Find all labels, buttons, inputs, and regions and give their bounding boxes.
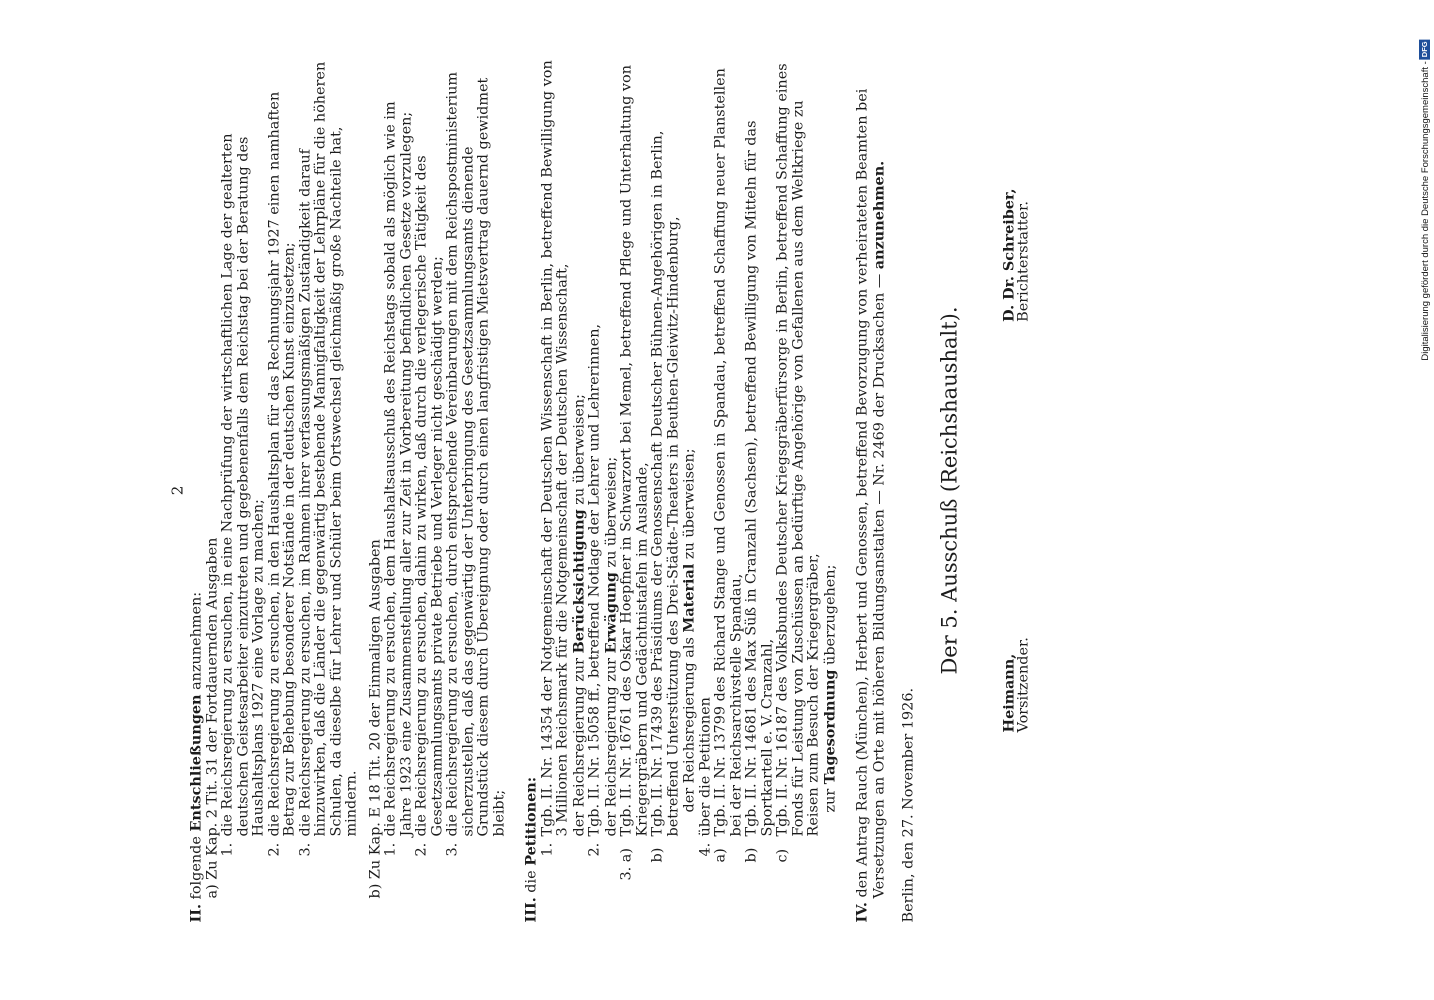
item-number: 2.	[413, 842, 430, 856]
item-text: Tgb. II. Nr. 14681 des Max Süß in Cranzahl (Sachsen), betreffend Bewilligung von Mitteln für das Sportkartell e. V. Cranzahl,	[743, 120, 775, 836]
item-text: Tgb. II. Nr. 17439 des Präsidiums der Genossenschaft Deutscher Bühnen-Angehörigen in Berlin, betreffend Unterstützung des Drei-Städte-Theaters in Beuthen-Gleiwitz-Hindenburg,	[649, 130, 681, 836]
section-ii-lead-text: folgende	[188, 835, 205, 899]
signature-name: Heimann,	[1000, 653, 1017, 732]
section-iv	[855, 58, 888, 922]
section-ii-a-label: a) Zu Kap. 2 Tit. 31 der Fortdauernden Ausgaben	[204, 537, 220, 898]
signature-role: Vorsitzender.	[1015, 636, 1032, 732]
item-number: c)	[774, 848, 791, 862]
item-number: b)	[649, 847, 666, 862]
petition-4b	[745, 58, 776, 922]
item-text: die Reichsregierung zu ersuchen, dahin zu wirken, daß durch die verlegerische Tätigkeit des Gesetzsammlungsamts private Betriebe und Verleger nicht geschädigt werden;	[413, 154, 445, 836]
petition-2	[588, 58, 604, 922]
signature-chair	[1001, 637, 1032, 732]
document-page	[135, 20, 1300, 980]
petition-4	[698, 58, 714, 922]
section-ii-b-item	[415, 58, 446, 922]
section-ii-b-item	[384, 58, 415, 922]
item-text: Tgb. II. Nr. 15058 ff., betreffend Notlage der Lehrer und Lehrerinnen,	[586, 323, 603, 836]
section-iii-lead-text: die	[523, 869, 540, 893]
section-ii-lead	[189, 58, 206, 922]
petition-3-disposition	[682, 58, 699, 922]
item-number: 2.	[586, 842, 603, 856]
disposition-bold: Tagesordnung	[821, 669, 838, 784]
section-ii-a-item	[298, 58, 360, 922]
section-ii-a-item	[267, 58, 298, 922]
disposition-post: zu überweisen;	[571, 393, 587, 505]
disposition-pre: der Reichsregierung zur	[571, 657, 587, 836]
signatures	[1001, 58, 1032, 922]
section-iii-lead-bold: Petitionen:	[522, 776, 540, 866]
item-text: die Reichsregierung zu ersuchen, in eine Nachprüfung der wirtschaftlichen Lage der gealterten deutschen Geistesarbeiter einzutreten und gegebenenfalls dem Reichstag bei der Beratung des Haushaltsplans 1927 eine Vorlage zu machen;	[219, 133, 267, 836]
disposition-bold: Material	[680, 563, 698, 633]
section-ii-lead-bold: Entschließungen	[187, 693, 205, 832]
item-number: a)	[712, 847, 729, 862]
petition-3a	[620, 58, 651, 922]
item-text: die Reichsregierung zu ersuchen, durch entsprechende Vereinbarungen mit dem Reichspostministerium sicherzustellen, daß das gegenwärtig der Unterbringung des Gesetzsammlungsamts dienende Grundstück diesem durch Übereignung oder durch einen langfristigen Mietsvertrag dauernd gewidmet bleibt;	[444, 71, 507, 836]
section-ii-b-label: b) Zu Kap. E 18 Tit. 20 der Einmaligen Ausgaben	[367, 538, 383, 898]
item-number: 3.	[444, 842, 461, 856]
petition-3b	[651, 58, 682, 922]
petition-1-disposition	[571, 58, 588, 922]
item-text: Tgb. II. Nr. 16187 des Volksbundes Deutscher Kriegsgräberfürsorge in Berlin, betreffend Schaffung eines Fonds für Leistung von Zuschüssen an bedürftige Angehörige von Gefallenen aus dem Weltkriege zu Reisen zum Besuch der Kriegergräber,	[774, 62, 822, 836]
disposition-post: zu überweisen;	[681, 447, 698, 559]
section-iii-lead	[524, 58, 541, 922]
petition-2-disposition	[603, 58, 620, 922]
disposition-post: zu überweisen;	[603, 456, 619, 567]
petition-4-disposition	[822, 58, 839, 922]
petition-4c	[776, 58, 823, 922]
signature-rapporteur	[1001, 188, 1032, 321]
item-number: 1.	[382, 842, 399, 856]
item-text: über die Petitionen	[697, 696, 713, 836]
section-ii-a-item	[221, 58, 268, 922]
signature-role: Berichterstatter.	[1015, 200, 1032, 322]
item-number: b)	[743, 847, 760, 862]
credit-text: Digitalisierung gefördert durch die Deutsche Forschungsgemeinschaft -	[1420, 61, 1431, 361]
disposition-bold: Erwägung	[602, 571, 619, 653]
section-ii-lead-tail: anzunehmen:	[188, 591, 205, 690]
item-text: die Reichsregierung zu ersuchen, im Rahmen ihrer verfassungsmäßigen Zuständigkeit darauf hinzuwirken, daß die Länder die gegenwärtig bestehende Mannigfaltigkeit der Lehrpläne für die höheren Schulen, da dieselbe für Lehrer und Schüler beim Ortswechsel gleichmäßig große Nachteile hat, mindern.	[297, 61, 360, 836]
disposition-pre: der Reichsregierung zur	[603, 657, 619, 836]
signature-name: D. Dr. Schreiber,	[1000, 188, 1017, 322]
item-text: Tgb. II. Nr. 14354 der Notgemeinschaft der Deutschen Wissenschaft in Berlin, betreffend Bewilligung von 3 Millionen Reichsmark für die Notgemeinschaft der Deutschen Wissenschaft,	[539, 59, 571, 836]
petition-4a	[714, 58, 745, 922]
dfg-logo-icon: DFG	[1420, 41, 1429, 58]
item-number: 4.	[697, 842, 713, 856]
section-iii-number: III.	[522, 896, 540, 922]
date-line: Berlin, den 27. November 1926.	[900, 687, 917, 922]
section-ii	[189, 58, 508, 922]
item-text: Tgb. II. Nr. 13799 des Richard Stange und Genossen in Spandau, betreffend Schaffung neuer Planstellen bei der Reichsarchivstelle Spandau,	[712, 67, 744, 836]
item-text: die Reichsregierung zu ersuchen, in den Haushaltsplan für das Rechnungsjahr 1927 einen namhaften Betrag zur Behebung besonderer Notstände in der deutschen Kunst einzusetzen;	[266, 91, 298, 836]
section-iv-number: IV.	[853, 901, 871, 922]
disposition-bold: Berücksichtigung	[570, 508, 587, 653]
section-iii	[524, 58, 839, 922]
section-iv-text: den Antrag Rauch (München), Herbert und Genossen, betreffend Bevorzugung von verheirateten Beamten bei Versetzungen an Orte mit höheren Bildungsanstalten — Nr. 2469 der Drucksachen —	[854, 88, 887, 898]
committee-heading: Der 5. Ausschuß (Reichshaushalt).	[937, 305, 961, 675]
disposition-pre: der Reichsregierung als	[681, 636, 698, 812]
petition-1	[540, 58, 571, 922]
disposition-pre: zur	[822, 788, 838, 812]
section-iv-bold: anzunehmen.	[870, 160, 887, 269]
item-text: Tgb. II. Nr. 16761 des Oskar Hoepfner in Schwarzort bei Memel, betreffend Pflege und Unterhaltung von Kriegergräbern und Gedächtnistafeln im Auslande,	[618, 64, 650, 836]
item-number: 1.	[539, 842, 555, 856]
item-number: 1.	[219, 842, 236, 856]
item-number: 2.	[266, 842, 282, 856]
item-text: die Reichsregierung zu ersuchen, dem Haushaltsausschuß des Reichstags sobald als möglich wie im Jahre 1923 eine Zusammenstellung aller zur Zeit in Vorbereitung befindlichen Gesetze vorzulegen;	[382, 100, 414, 836]
page-number: 2	[168, 485, 187, 495]
section-ii-number: II.	[187, 903, 205, 922]
item-number: 3. a)	[618, 847, 635, 880]
disposition-post: überzugehen;	[822, 564, 838, 665]
digitization-credit	[1419, 39, 1431, 360]
section-ii-b-item	[446, 58, 508, 922]
item-number: 3.	[297, 842, 313, 856]
